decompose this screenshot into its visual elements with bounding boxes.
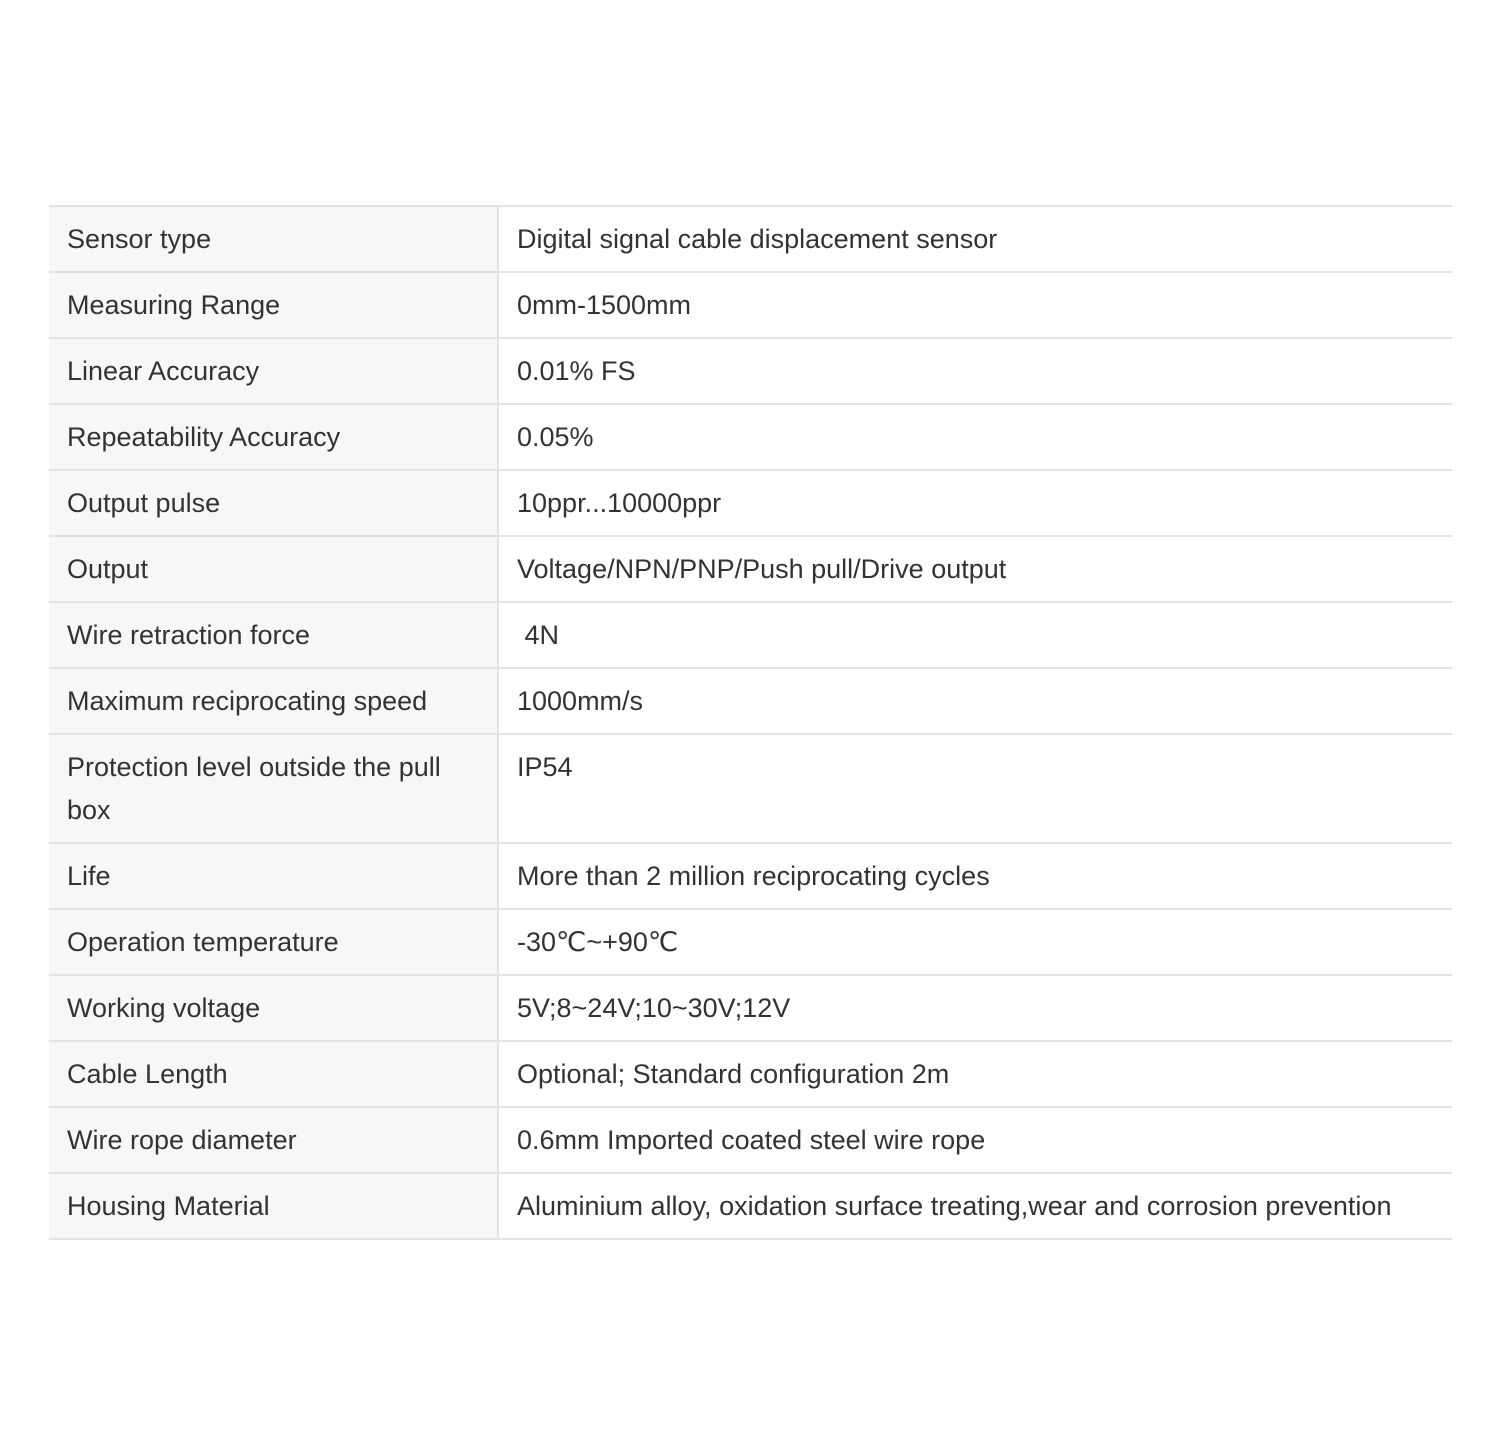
spec-value: Optional; Standard configuration 2m (498, 1041, 1452, 1107)
spec-value: 1000mm/s (498, 668, 1452, 734)
spec-value: -30℃~+90℃ (498, 909, 1452, 975)
table-row (49, 1107, 1452, 1173)
table-row (49, 668, 1452, 734)
spec-value: 0.01% FS (498, 338, 1452, 404)
table-row (49, 470, 1452, 536)
spec-value: More than 2 million reciprocating cycles (498, 843, 1452, 909)
table-row (49, 734, 1452, 843)
spec-value: 0.05% (498, 404, 1452, 470)
spec-label: Wire rope diameter (49, 1107, 498, 1173)
spec-label: Protection level outside the pull box (49, 734, 498, 843)
spec-value: Digital signal cable displacement sensor (498, 206, 1452, 272)
table-row (49, 975, 1452, 1041)
spec-label: Linear Accuracy (49, 338, 498, 404)
spec-table (49, 205, 1452, 1240)
spec-value: 4N (498, 602, 1452, 668)
spec-label: Life (49, 843, 498, 909)
spec-label: Output pulse (49, 470, 498, 536)
table-row (49, 338, 1452, 404)
table-row (49, 536, 1452, 602)
table-row (49, 272, 1452, 338)
spec-label: Maximum reciprocating speed (49, 668, 498, 734)
spec-value: Aluminium alloy, oxidation surface treating,wear and corrosion prevention (498, 1173, 1452, 1239)
spec-value: Voltage/NPN/PNP/Push pull/Drive output (498, 536, 1452, 602)
spec-label: Working voltage (49, 975, 498, 1041)
spec-label: Housing Material (49, 1173, 498, 1239)
table-row (49, 1041, 1452, 1107)
spec-label: Repeatability Accuracy (49, 404, 498, 470)
spec-label: Sensor type (49, 206, 498, 272)
table-row (49, 1173, 1452, 1239)
table-row (49, 843, 1452, 909)
spec-value: 0mm-1500mm (498, 272, 1452, 338)
spec-value: 5V;8~24V;10~30V;12V (498, 975, 1452, 1041)
spec-label: Measuring Range (49, 272, 498, 338)
spec-label: Output (49, 536, 498, 602)
spec-value: 10ppr...10000ppr (498, 470, 1452, 536)
table-row (49, 206, 1452, 272)
table-row (49, 602, 1452, 668)
table-row (49, 909, 1452, 975)
table-row (49, 404, 1452, 470)
spec-value: 0.6mm Imported coated steel wire rope (498, 1107, 1452, 1173)
spec-label: Operation temperature (49, 909, 498, 975)
spec-label: Wire retraction force (49, 602, 498, 668)
spec-value: IP54 (498, 734, 1452, 843)
spec-label: Cable Length (49, 1041, 498, 1107)
